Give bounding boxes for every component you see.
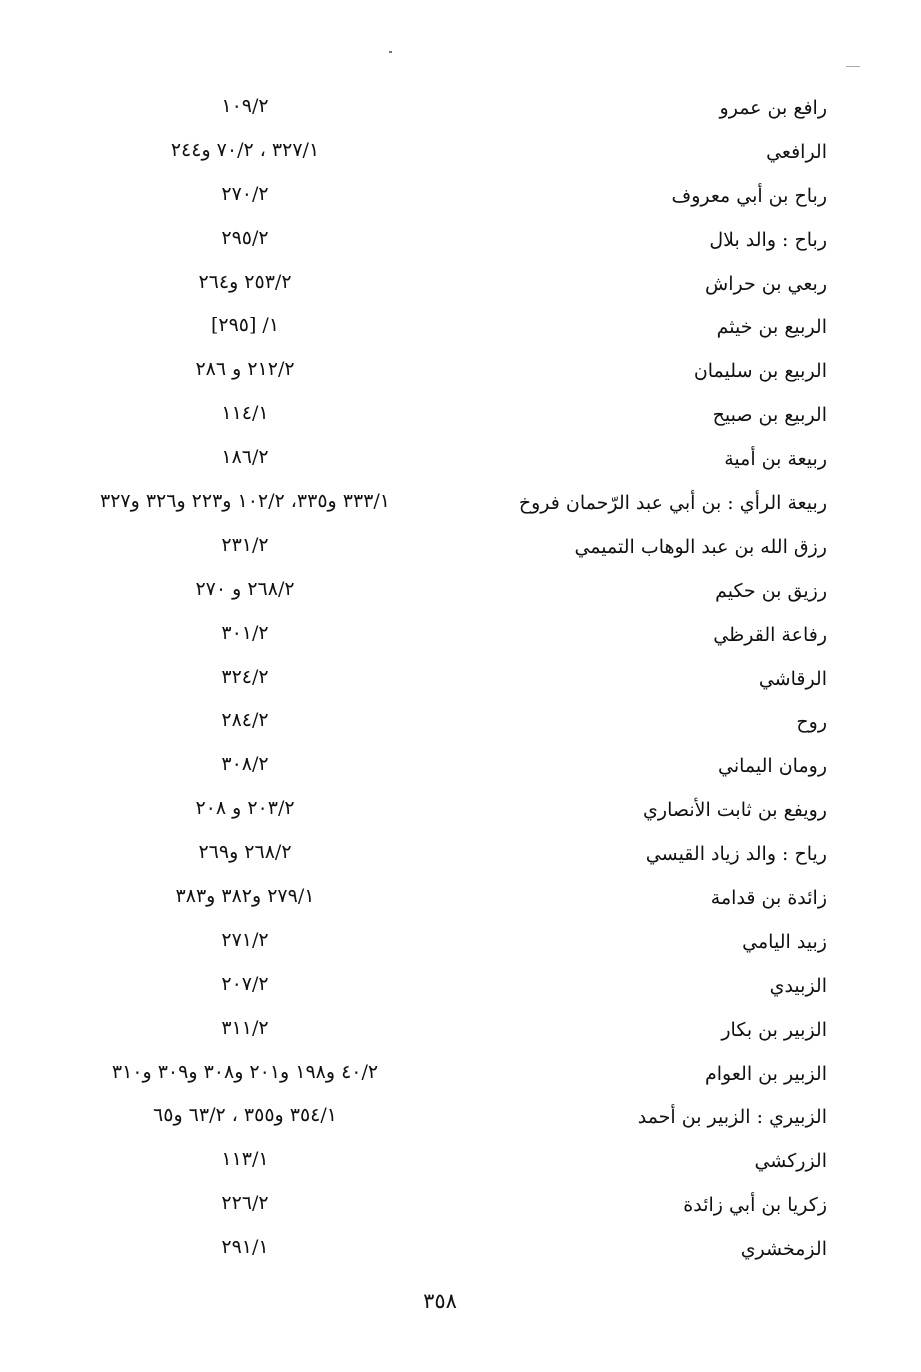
entry-name: رومان اليماني [717, 755, 827, 778]
index-entry [0, 264, 921, 308]
index-entry [0, 395, 921, 439]
entry-name: رزق الله بن عبد الوهاب التميمي [574, 535, 827, 558]
entry-reference: ٢٣١/٢ [221, 533, 269, 556]
entry-name: ربيعة بن أمية [724, 448, 827, 471]
entry-name: رافع بن عمرو [719, 97, 827, 119]
index-entry [0, 1229, 921, 1273]
entry-name: روح [796, 711, 827, 734]
index-entry [0, 132, 921, 176]
index-entry [0, 220, 921, 264]
index-entry [0, 922, 921, 966]
entry-reference: ٢٩١/١ [221, 1236, 269, 1259]
entry-name: رويفع بن ثابت الأنصاري [643, 799, 827, 822]
entry-reference: ١/ [٢٩٥] [210, 314, 280, 337]
scan-speck [846, 66, 860, 67]
entry-name: زبيد اليامي [742, 930, 827, 953]
index-entry [0, 88, 921, 132]
page-number: ٣٥٨ [423, 1289, 457, 1313]
entry-name: الرقاشي [758, 667, 827, 690]
entry-name: الزركشي [754, 1150, 827, 1173]
entry-name: الزبيدي [769, 974, 827, 997]
entry-reference: ٤٠/٢ و١٩٨ و٢٠١ و٣٠٨ و٣٠٩ و٣١٠ [111, 1060, 379, 1083]
entry-reference: ٢١٢/٢ و ٢٨٦ [195, 358, 295, 381]
entry-name: رياح : والد زياد القيسي [645, 843, 827, 866]
entry-name: الربيع بن سليمان [693, 360, 827, 383]
entry-reference: ٢٦٨/٢ و ٢٧٠ [195, 577, 295, 600]
index-entry [0, 439, 921, 483]
index-entry [0, 790, 921, 834]
entry-reference: ٢٠٧/٢ [221, 972, 269, 995]
index-entry [0, 1185, 921, 1229]
index-entry [0, 1141, 921, 1185]
entry-reference: ١١٣/١ [221, 1148, 269, 1171]
entry-name: رباح : والد بلال [709, 228, 827, 251]
index-entry [0, 483, 921, 527]
entry-reference: ٣٠١/٢ [221, 621, 269, 644]
entry-name: الزبيري : الزبير بن أحمد [637, 1106, 827, 1129]
entry-reference: ٢٦٨/٢ و٢٦٩ [198, 841, 292, 864]
entry-reference: ٢٨٤/٢ [221, 709, 269, 732]
entry-reference: ٣٣٣/١ و٣٣٥، ١٠٢/٢ و٢٢٣ و٣٢٦ و٣٢٧ [99, 490, 390, 513]
entry-reference: ١١٤/١ [221, 402, 269, 425]
index-entry [0, 615, 921, 659]
index-entry [0, 966, 921, 1010]
entry-reference: ٢٧٩/١ و٣٨٢ و٣٨٣ [175, 885, 315, 908]
entry-name: ربعي بن حراش [705, 272, 827, 295]
index-entry [0, 307, 921, 351]
index-entry [0, 659, 921, 703]
index-entry [0, 571, 921, 615]
entry-reference: ٢٧١/٢ [221, 928, 269, 951]
index-entry [0, 1010, 921, 1054]
index-entry [0, 1097, 921, 1141]
index-entry [0, 351, 921, 395]
index-entry [0, 1054, 921, 1098]
entry-reference: ٣١١/٢ [221, 1016, 269, 1039]
entry-name: رباح بن أبي معروف [671, 184, 827, 207]
entry-reference: ١٨٦/٢ [221, 446, 269, 469]
index-entry [0, 746, 921, 790]
entry-reference: ٢٧٠/٢ [221, 182, 269, 205]
index-entry [0, 176, 921, 220]
entry-name: الرافعي [766, 140, 827, 163]
entry-name: الزبير بن العوام [705, 1062, 827, 1085]
entry-name: ربيعة الرأي : بن أبي عبد الرّحمان فروخ [518, 492, 827, 515]
entry-reference: ٢٥٣/٢ و٢٦٤ [198, 270, 292, 293]
entry-reference: ٣٢٤/٢ [221, 665, 269, 688]
entry-name: زكريا بن أبي زائدة [683, 1194, 827, 1217]
index-entry [0, 527, 921, 571]
index-entry [0, 834, 921, 878]
entry-name: الزمخشري [740, 1238, 827, 1261]
entry-reference: ٣٥٤/١ و٣٥٥ ، ٦٣/٢ و٦٥ [153, 1104, 337, 1127]
index-entry [0, 702, 921, 746]
scan-speck [389, 51, 392, 53]
entry-name: الربيع بن صبيح [712, 404, 827, 427]
entry-reference: ٣٠٨/٢ [221, 753, 269, 776]
index-entry [0, 878, 921, 922]
entry-reference: ٢٢٦/٢ [221, 1192, 269, 1215]
entry-name: رزيق بن حكيم [715, 579, 827, 602]
index-list [0, 88, 921, 1273]
entry-reference: ٣٢٧/١ ، ٧٠/٢ و٢٤٤ [170, 138, 320, 161]
entry-name: الزبير بن بكار [721, 1018, 827, 1041]
entry-name: الربيع بن خيثم [716, 316, 827, 339]
entry-name: زائدة بن قدامة [710, 887, 827, 910]
entry-reference: ٢٠٣/٢ و ٢٠٨ [195, 797, 295, 820]
entry-reference: ٢٩٥/٢ [221, 226, 269, 249]
entry-reference: ١٠٩/٢ [221, 95, 269, 117]
entry-name: رفاعة القرظي [713, 623, 827, 646]
